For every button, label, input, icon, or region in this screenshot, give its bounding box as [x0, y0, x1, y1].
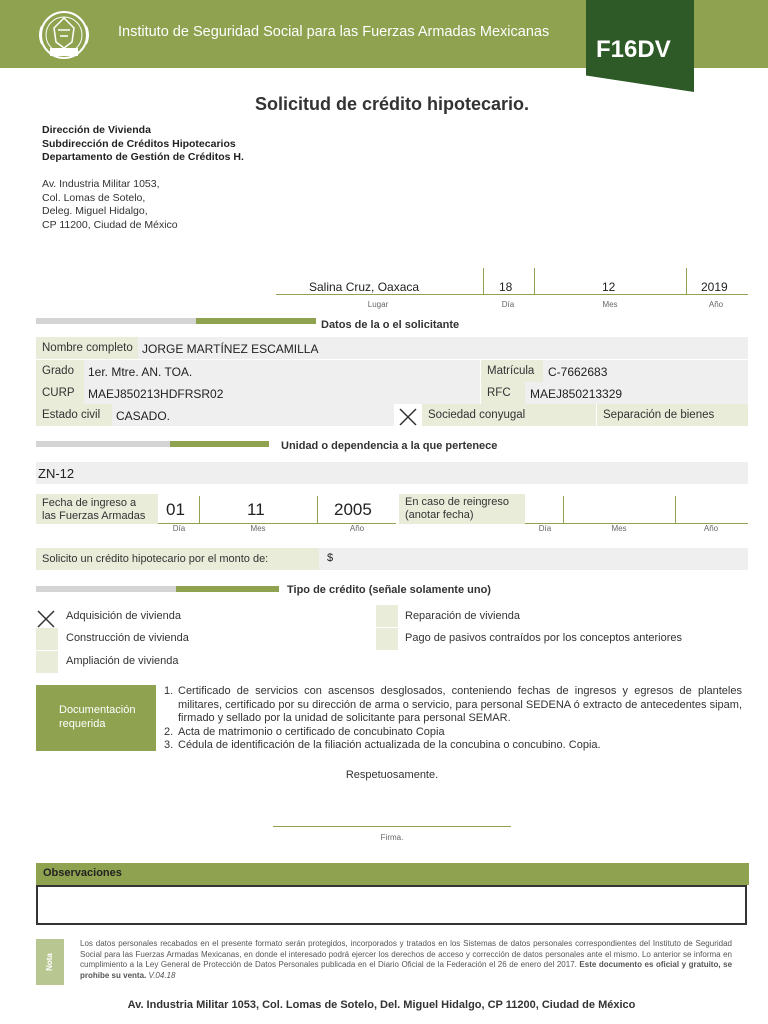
address-line4: CP 11200, Ciudad de México — [42, 218, 178, 231]
rfc-value[interactable]: MAEJ850213329 — [530, 387, 623, 401]
conyugal-label: Sociedad conyugal — [422, 404, 574, 426]
entry-month-label: Mes — [250, 524, 266, 533]
unit-section-title: Unidad o dependencia a la que pertenece — [281, 440, 498, 452]
option-construction-checkbox[interactable] — [36, 628, 58, 650]
documentation-label-line1: Documentación — [59, 704, 136, 716]
grade-label: Grado — [36, 360, 84, 382]
list-item: 3. Cédula de identificación de la filiación actualizada de la concubina o concubino. Copia. — [164, 739, 601, 751]
separacion-label: Separación de bienes — [597, 404, 748, 426]
curp-value[interactable]: MAEJ850213HDFRSR02 — [88, 387, 224, 401]
option-acquisition-checkbox[interactable] — [36, 609, 56, 629]
entry-date-label: Fecha de ingreso a las Fuerzas Armadas — [36, 494, 158, 524]
entry-month-value[interactable]: 11 — [247, 500, 265, 519]
section-bar — [36, 586, 176, 592]
amount-field[interactable] — [319, 548, 748, 570]
section-bar — [36, 441, 170, 447]
entry-day-value[interactable]: 01 — [166, 500, 185, 519]
documentation-label-line2: requerida — [59, 718, 106, 730]
separacion-checkbox[interactable] — [574, 404, 596, 426]
reentry-month-label: Mes — [611, 524, 627, 533]
amount-currency: $ — [327, 552, 334, 564]
option-construction-label: Construcción de vivienda — [66, 632, 189, 644]
issfam-seal-icon — [36, 8, 92, 62]
month-label: Mes — [602, 300, 618, 309]
civil-status-value[interactable]: CASADO. — [116, 409, 171, 423]
direction-line3: Departamento de Gestión de Créditos H. — [42, 151, 244, 163]
nota-text: Los datos personales recabados en el presente formato serán protegidos, incorporados y tratados en los Sistemas de datos personales correspondientes del Instituto de Seguridad Social para las Fuerzas Armadas Mexicanas, en donde el interesado podrá ejercer los derechos de acceso y corrección de datos personales ante el mismo. Lo anterior se informa en cumplimiento a la Ley General de Protección de Datos Personales publicada en el Diario Oficial de la Federación el 26 de enero del 2017. Este documento es oficial y gratuito, se prohibe su venta. V.04.18 — [80, 939, 733, 980]
place-value[interactable]: Salina Cruz, Oaxaca — [309, 280, 420, 294]
reentry-label: En caso de reingreso (anotar fecha) — [399, 494, 525, 524]
day-label: Día — [501, 300, 515, 309]
unit-field[interactable] — [36, 462, 748, 484]
entry-day-label: Día — [172, 524, 186, 533]
direction-block — [42, 124, 244, 165]
name-label: Nombre completo — [36, 337, 138, 359]
credit-type-title: Tipo de crédito (señale solamente uno) — [287, 584, 491, 596]
applicant-section-title: Datos de la o el solicitante — [321, 319, 460, 331]
reentry-year-label: Año — [703, 524, 719, 533]
divider — [199, 496, 200, 523]
divider — [317, 496, 318, 523]
nota-version: V.04.18 — [148, 970, 176, 980]
option-repair-checkbox[interactable] — [376, 605, 398, 627]
amount-label: Solicito un crédito hipotecario por el monto de: — [36, 548, 319, 570]
section-bar — [176, 586, 279, 592]
divider — [675, 496, 676, 523]
form-code: F16DV — [596, 36, 671, 63]
list-item: 1. Certificado de servicios con ascensos desglosados, conteniendo fechas de ingresos y egresos de planteles militares, certificado por su dirección de arma o servicio, para personal SEDENA ó extracto de antecedentes sipam, firmado y sellado por la unidad de solicitante para personal SEMAR. — [164, 685, 742, 724]
signature-line — [273, 826, 511, 827]
direction-line1: Dirección de Vivienda — [42, 124, 151, 136]
rfc-label: RFC — [481, 382, 525, 404]
unit-value[interactable]: ZN-12 — [38, 466, 75, 481]
section-bar — [196, 318, 316, 324]
address-line3: Deleg. Miguel Hidalgo, — [42, 205, 148, 217]
closing-text: Respetuosamente. — [345, 769, 439, 781]
section-bar — [170, 441, 269, 447]
divider — [534, 268, 535, 294]
place-date-line — [276, 294, 748, 295]
list-item: 2. Acta de matrimonio o certificado de concubinato Copia — [164, 725, 445, 738]
nota-bold-text: Este documento es oficial y gratuito, se prohibe su venta. — [80, 960, 733, 980]
address-line1: Av. Industria Militar 1053, — [42, 178, 160, 190]
direction-line2: Subdirección de Créditos Hipotecarios — [42, 137, 236, 150]
place-label: Lugar — [367, 300, 389, 309]
divider — [563, 496, 564, 523]
option-debts-label: Pago de pasivos contraídos por los conceptos anteriores — [405, 632, 682, 644]
entry-year-label: Año — [349, 524, 365, 533]
observations-bar — [36, 863, 749, 885]
reentry-day-label: Día — [538, 524, 552, 533]
name-value[interactable]: JORGE MARTÍNEZ ESCAMILLA — [142, 342, 319, 356]
civil-status-label: Estado civil — [36, 404, 112, 426]
signature-label: Firma. — [380, 833, 404, 842]
observations-label: Observaciones — [43, 867, 122, 879]
option-acquisition-label: Adquisición de vivienda — [66, 610, 181, 622]
date-month-value[interactable]: 12 — [602, 280, 616, 294]
option-debts-checkbox[interactable] — [376, 628, 398, 650]
documentation-list — [164, 685, 742, 753]
option-expansion-checkbox[interactable] — [36, 651, 58, 673]
section-bar — [36, 318, 196, 324]
curp-label: CURP — [36, 382, 84, 404]
date-day-value[interactable]: 18 — [499, 280, 513, 294]
page-title: Solicitud de crédito hipotecario. — [254, 94, 530, 114]
date-year-value[interactable]: 2019 — [701, 280, 728, 294]
year-label: Año — [708, 300, 724, 309]
matricula-value[interactable]: C-7662683 — [548, 365, 608, 379]
divider — [483, 268, 484, 294]
entry-year-value[interactable]: 2005 — [334, 500, 372, 519]
nota-label: Nota — [45, 953, 54, 971]
institution-name: Instituto de Seguridad Social para las Fuerzas Armadas Mexicanas — [118, 24, 550, 40]
matricula-label: Matrícula — [481, 360, 543, 382]
option-expansion-label: Ampliación de vivienda — [66, 655, 179, 667]
address-block — [42, 178, 178, 232]
observations-field[interactable] — [36, 885, 747, 925]
documentation-label — [36, 685, 156, 751]
footer-address: Av. Industria Militar 1053, Col. Lomas de Sotelo, Del. Miguel Hidalgo, CP 11200, Ciudad de México — [127, 999, 636, 1011]
option-repair-label: Reparación de vivienda — [405, 610, 520, 622]
grade-value[interactable]: 1er. Mtre. AN. TOA. — [88, 365, 193, 379]
conyugal-checkbox[interactable] — [398, 407, 418, 427]
divider — [686, 268, 687, 294]
address-line2: Col. Lomas de Sotelo, — [42, 191, 146, 204]
